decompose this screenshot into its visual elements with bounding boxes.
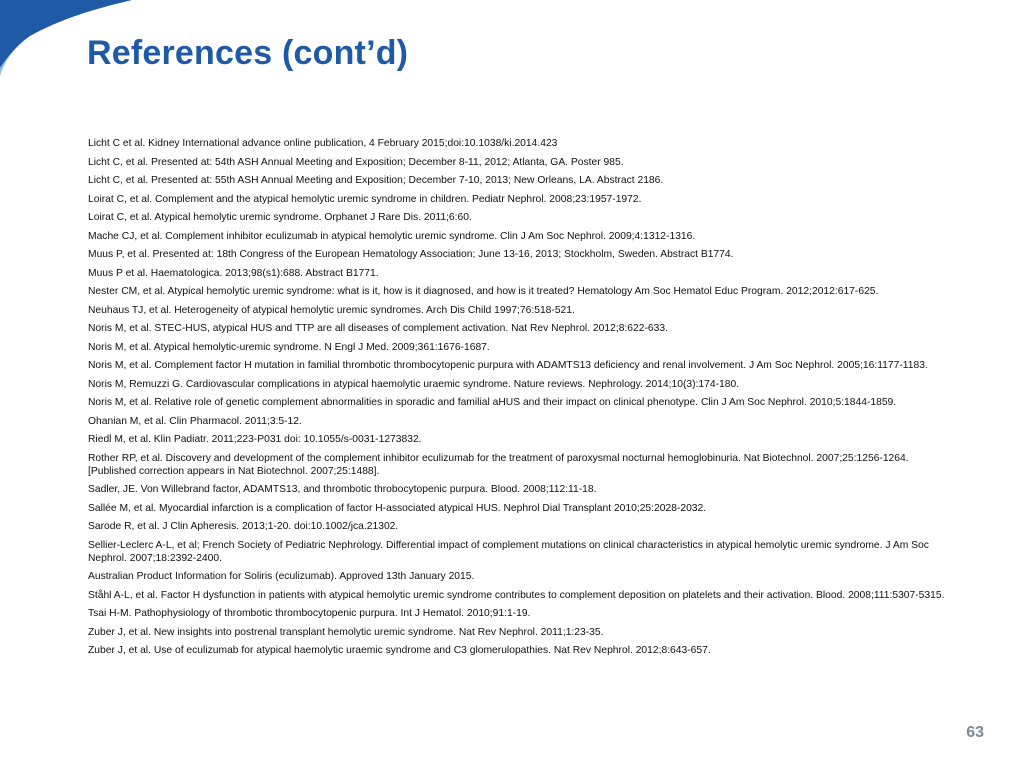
reference-item: Sellier-Leclerc A-L, et al; French Society of Pediatric Nephrology. Differential impact of complement mutations on clinical characteristics in atypical hemolytic uremic syndrome. J Am Soc Nephrol. 2007;18:2392-2400.	[88, 539, 929, 564]
page-number: 63	[966, 724, 984, 741]
reference-item: Zuber J, et al. New insights into postrenal transplant hemolytic uremic syndrome. Nat Rev Nephrol. 2011;1:23-35.	[88, 626, 604, 638]
reference-item: Ståhl A-L, et al. Factor H dysfunction in patients with atypical hemolytic uremic syndrome contributes to complement deposition on platelets and their activation. Blood. 2008;111:5307-5315.	[88, 589, 945, 601]
reference-item: Noris M, et al. Complement factor H mutation in familial thrombotic thrombocytopenic purpura with ADAMTS13 deficiency and renal involvement. J Am Soc Nephrol. 2005;16:1177-1183.	[88, 360, 928, 371]
reference-item: Mache CJ, et al. Complement inhibitor eculizumab in atypical hemolytic uremic syndrome. Clin J Am Soc Nephrol. 2009;4:1312-1316.	[88, 230, 696, 242]
slide-title: References (cont’d)	[87, 34, 409, 72]
reference-item: Rother RP, et al. Discovery and development of the complement inhibitor eculizumab for the treatment of paroxysmal nocturnal hemoglobinuria. Nat Biotechnol. 2007;25:1256-1264. [Published correction appears in Nat Biotechnol. 2007;25:1488].	[88, 452, 909, 477]
reference-item: Australian Product Information for Soliris (eculizumab). Approved 13th January 2015.	[88, 571, 475, 582]
reference-item: Licht C et al. Kidney International advance online publication, 4 February 2015;doi:10.1038/ki.2014.423	[88, 138, 558, 149]
reference-item: Sarode R, et al. J Clin Apheresis. 2013;1-20. doi:10.1002/jca.21302.	[88, 521, 399, 532]
reference-item: Neuhaus TJ, et al. Heterogeneity of atypical hemolytic uremic syndromes. Arch Dis Child 1997;76:518-521.	[88, 304, 575, 316]
reference-item: Noris M, et al. Relative role of genetic complement abnormalities in sporadic and familial aHUS and their impact on clinical phenotype. Clin J Am Soc Nephrol. 2010;5:1844-1859.	[88, 397, 897, 408]
reference-item: Noris M, Remuzzi G. Cardiovascular complications in atypical haemolytic uraemic syndrome. Nature reviews. Nephrology. 2014;10(3):174-180.	[88, 378, 740, 390]
reference-item: Noris M, et al. STEC-HUS, atypical HUS and TTP are all diseases of complement activation. Nat Rev Nephrol. 2012;8:622-633.	[88, 323, 668, 334]
reference-item: Ohanian M, et al. Clin Pharmacol. 2011;3:5-12.	[88, 415, 302, 427]
reference-list	[88, 137, 948, 663]
reference-item: Licht C, et al. Presented at: 54th ASH Annual Meeting and Exposition; December 8-11, 2012; Atlanta, GA. Poster 985.	[88, 156, 624, 168]
reference-item: Noris M, et al. Atypical hemolytic-uremic syndrome. N Engl J Med. 2009;361:1676-1687.	[88, 341, 490, 353]
reference-item: Loirat C, et al. Complement and the atypical hemolytic uremic syndrome in children. Pediatr Nephrol. 2008;23:1957-1972.	[88, 193, 642, 205]
reference-item: Muus P et al. Haematologica. 2013;98(s1):688. Abstract B1771.	[88, 267, 379, 279]
reference-item: Nester CM, et al. Atypical hemolytic uremic syndrome: what is it, how is it diagnosed, and how is it treated? Hematology Am Soc Hematol Educ Program. 2012;2012:617-625.	[88, 286, 879, 297]
reference-item: Sadler, JE. Von Willebrand factor, ADAMTS13, and thrombotic throbocytopenic purpura. Blood. 2008;112:11-18.	[88, 484, 597, 495]
reference-item: Zuber J, et al. Use of eculizumab for atypical haemolytic uraemic syndrome and C3 glomerulopathies. Nat Rev Nephrol. 2012;8:643-657.	[88, 645, 711, 656]
reference-item: Sallée M, et al. Myocardial infarction is a complication of factor H-associated atypical HUS. Nephrol Dial Transplant 2010;25:2028-2032.	[88, 502, 707, 514]
reference-item: Tsai H-M. Pathophysiology of thrombotic thrombocytopenic purpura. Int J Hematol. 2010;91:1-19.	[88, 608, 531, 619]
reference-item: Muus P, et al. Presented at: 18th Congress of the European Hematology Association; June 13-16, 2013; Stockholm, Sweden. Abstract B1774.	[88, 249, 734, 260]
reference-item: Riedl M, et al. Klin Padiatr. 2011;223-P031 doi: 10.1055/s-0031-1273832.	[88, 434, 422, 445]
reference-item: Loirat C, et al. Atypical hemolytic uremic syndrome. Orphanet J Rare Dis. 2011;6:60.	[88, 212, 472, 223]
reference-item: Licht C, et al. Presented at: 55th ASH Annual Meeting and Exposition; December 7-10, 2013; New Orleans, LA. Abstract 2186.	[88, 175, 664, 186]
